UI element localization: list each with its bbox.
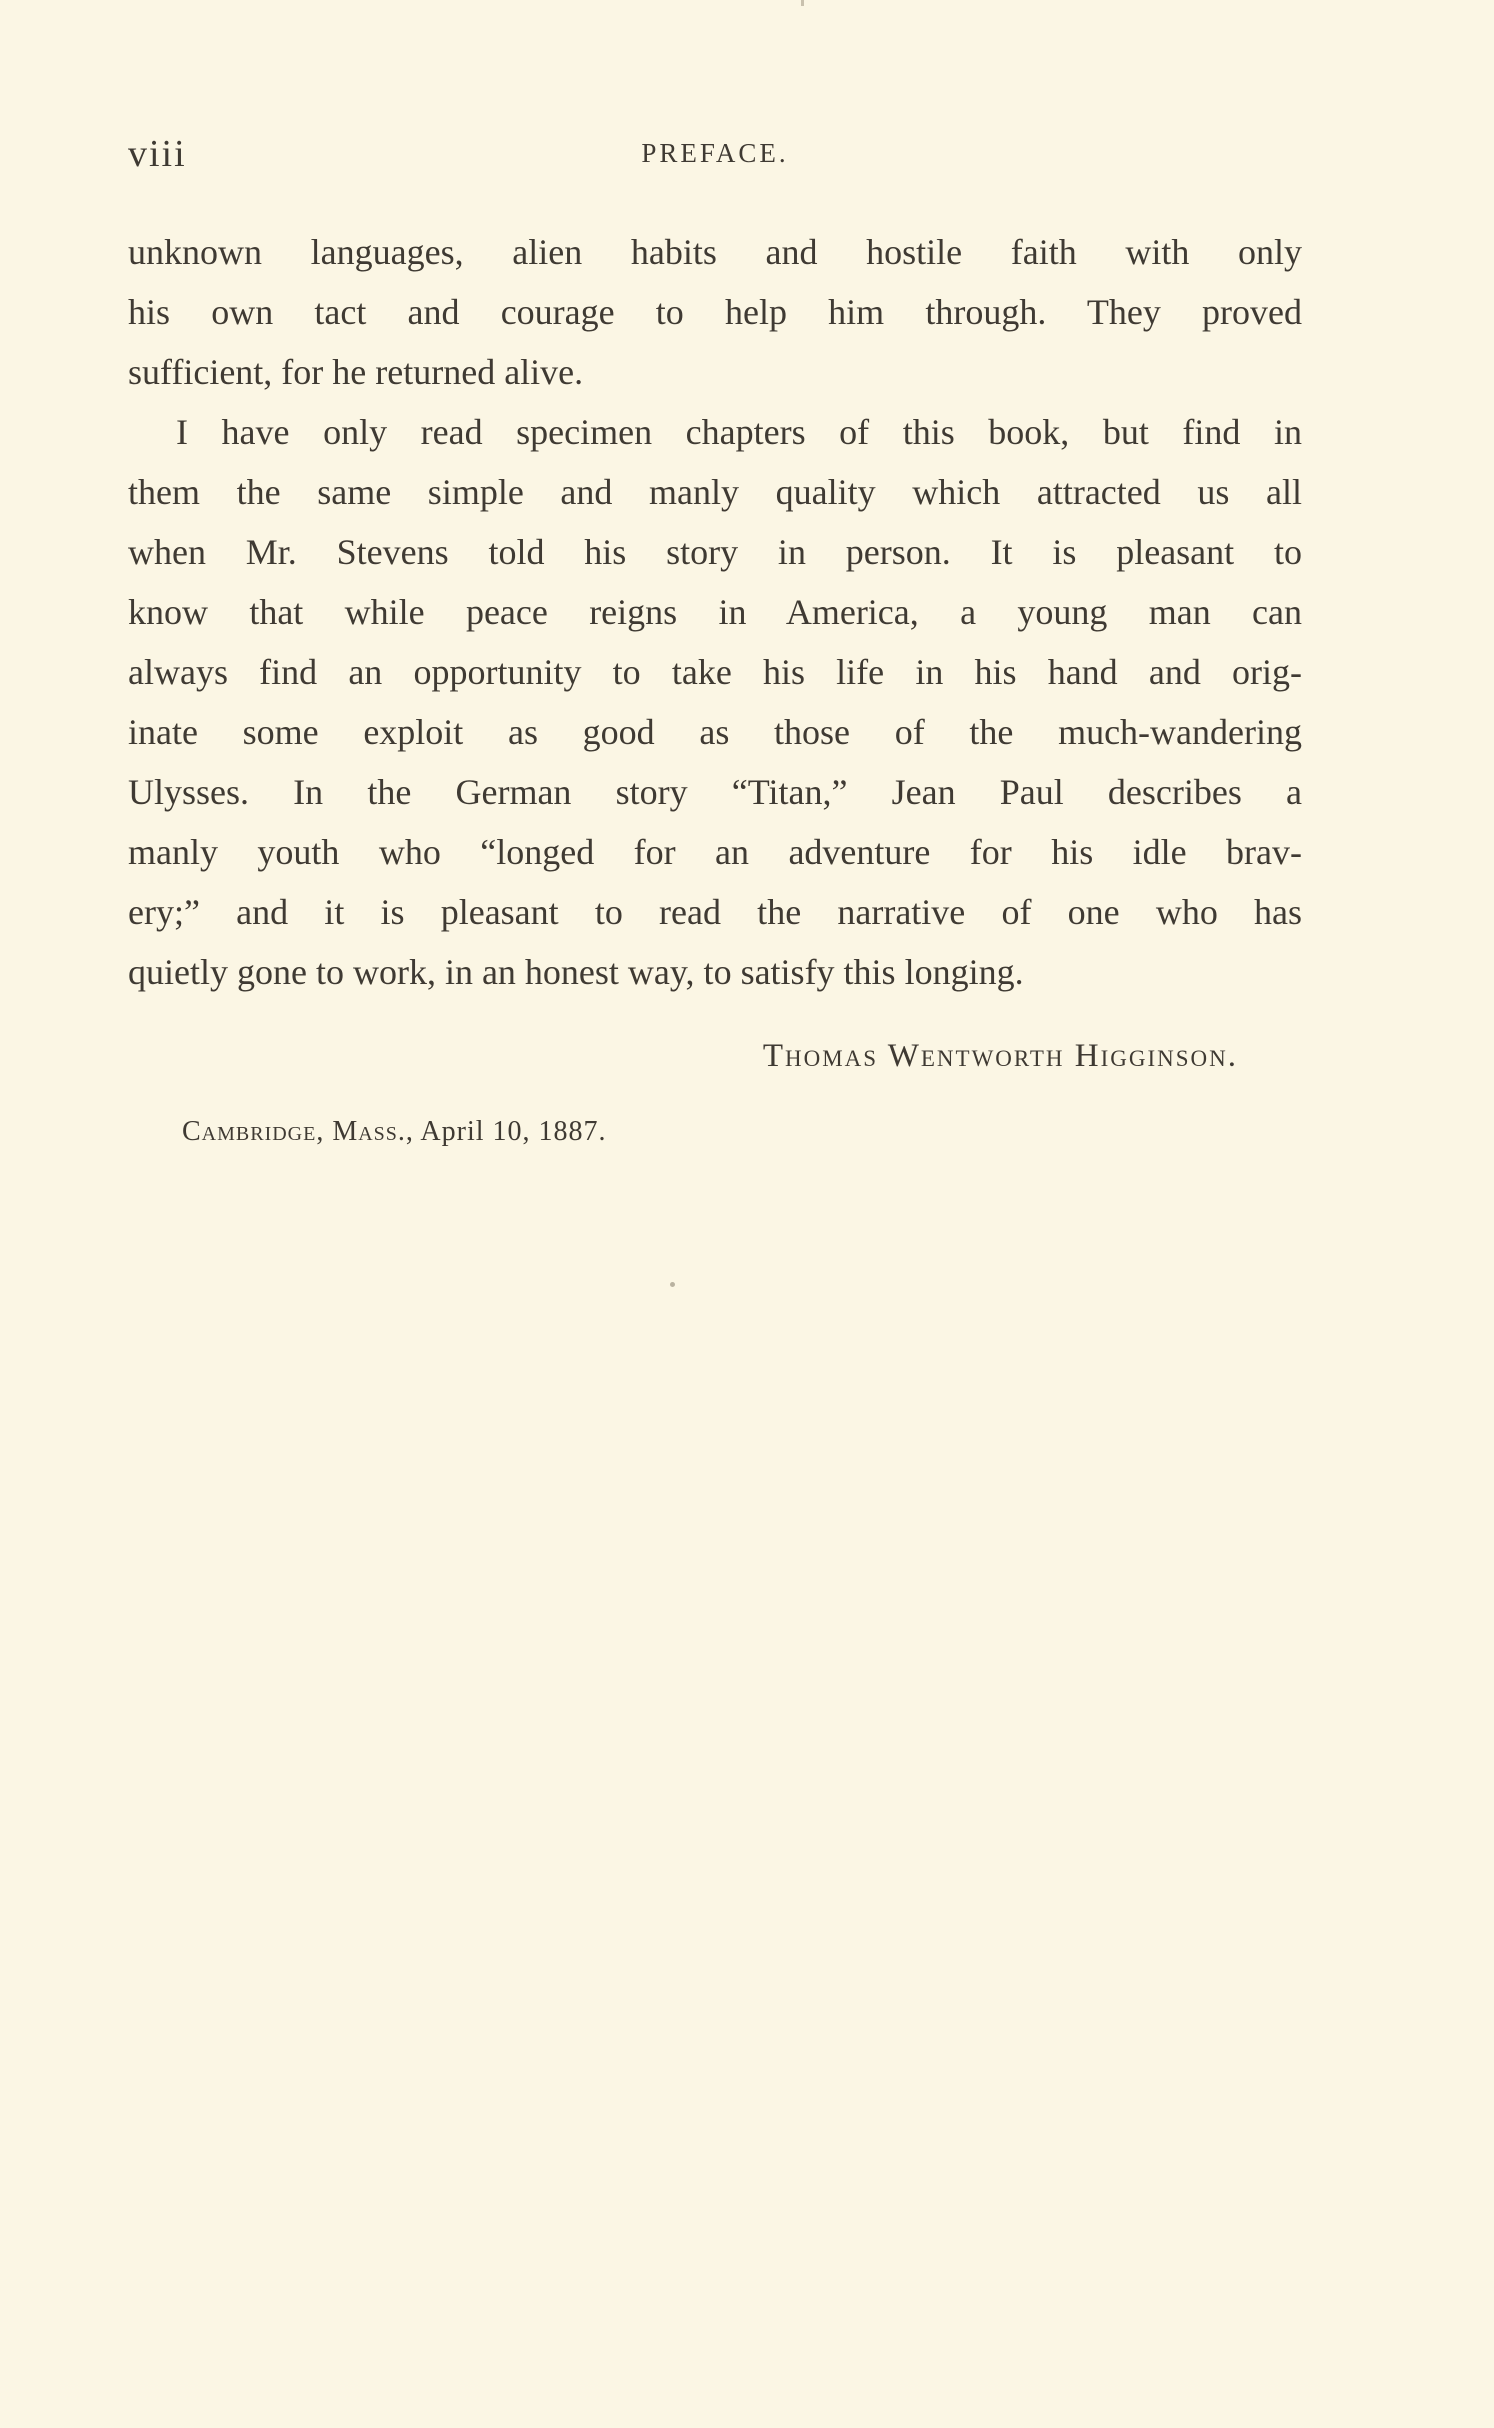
text-line: his own tact and courage to help him through. They proved	[128, 292, 1302, 332]
body-text	[128, 222, 1302, 1002]
running-title: PREFACE.	[641, 138, 789, 168]
text-line: ery;” and it is pleasant to read the narrative of one who has	[128, 892, 1302, 932]
dateline-date: April 10, 1887.	[420, 1116, 607, 1147]
text-line: when Mr. Stevens told his story in person. It is pleasant to	[128, 532, 1302, 572]
text-line: know that while peace reigns in America, a young man can	[128, 592, 1302, 632]
page-number: viii	[128, 133, 187, 175]
dateline-place: Cambridge, Mass.,	[182, 1116, 414, 1147]
paragraph-1	[128, 222, 1302, 402]
dateline	[182, 1116, 607, 1148]
text-line: manly youth who “longed for an adventure for his idle brav-	[128, 832, 1302, 872]
text-line: always find an opportunity to take his life in his hand and orig-	[128, 652, 1302, 692]
text-line: Ulysses. In the German story “Titan,” Jean Paul describes a	[128, 772, 1302, 812]
paragraph-2	[128, 402, 1302, 1002]
text-line: them the same simple and manly quality which attracted us all	[128, 472, 1302, 512]
paper-speck	[670, 1282, 675, 1287]
author-signature: Thomas Wentworth Higginson.	[762, 1038, 1238, 1074]
text-line: unknown languages, alien habits and hostile faith with only	[128, 232, 1302, 272]
text-line: quietly gone to work, in an honest way, to satisfy this longing.	[128, 952, 1024, 992]
text-line: inate some exploit as good as those of the much-wandering	[128, 712, 1302, 752]
text-line: I have only read specimen chapters of this book, but find in	[176, 412, 1302, 452]
text-line: sufficient, for he returned alive.	[128, 352, 584, 392]
page-edge-mark	[801, 0, 804, 6]
running-head	[128, 132, 1302, 175]
